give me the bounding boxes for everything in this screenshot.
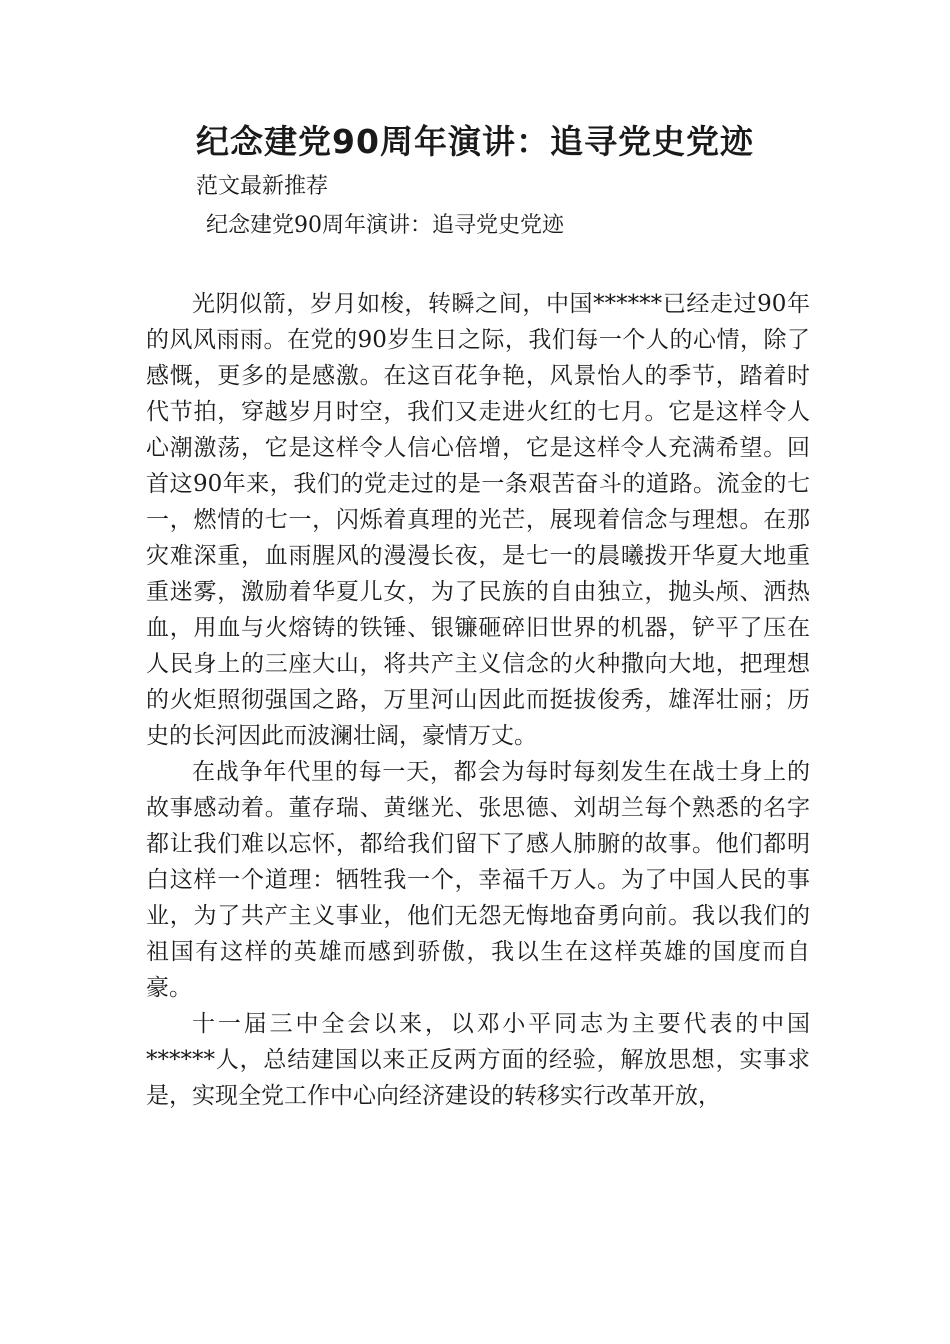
page-title: 纪念建党90周年演讲：追寻党史党迹 <box>196 122 754 161</box>
paragraph-2: 在战争年代里的每一天，都会为每时每刻发生在战士身上的故事感动着。董存瑞、黄继光、张思德、刘胡兰每个熟悉的名字都让我们难以忘怀，都给我们留下了感人肺腑的故事。他们都明白这样一个道理：牺牲我一个，幸福千万人。为了中国人民的事业，为了共产主义事业，他们无怨无悔地奋勇向前。我以我们的祖国有这样的英雄而感到骄傲，我以生在这样英雄的国度而自豪。 <box>146 759 810 1001</box>
document-label: 范文最新推荐 <box>196 174 329 199</box>
paragraph-1: 光阴似箭，岁月如梭，转瞬之间，中国******已经走过90年的风风雨雨。在党的90岁生日之际，我们每一个人的心情，除了感慨，更多的是感激。在这百花争艳，风景怡人的季节，踏着时代节拍，穿越岁月时空，我们又走进火红的七月。它是这样令人心潮激荡，它是这样令人信心倍增，它是这样令人充满希望。回首这90年来，我们的党走过的是一条艰苦奋斗的道路。流金的七一，燃情的七一，闪烁着真理的光芒，展现着信念与理想。在那灾难深重，血雨腥风的漫漫长夜，是七一的晨曦拨开华夏大地重重迷雾，激励着华夏儿女，为了民族的自由独立，抛头颅、洒热血，用血与火熔铸的铁锤、银镰砸碎旧世界的机器，铲平了压在人民身上的三座大山，将共产主义信念的火种撒向大地，把理想的火炬照彻强国之路，万里河山因此而挺拔俊秀，雄浑壮丽；历史的长河因此而波澜壮阔，豪情万丈。 <box>146 291 810 749</box>
document-subtitle: 纪念建党90周年演讲：追寻党史党迹 <box>206 213 564 238</box>
document-body <box>146 286 810 1114</box>
paragraph-3: 十一届三中全会以来，以邓小平同志为主要代表的中国******人，总结建国以来正反两方面的经验，解放思想，实事求是，实现全党工作中心向经济建设的转移实行改革开放， <box>146 1011 810 1109</box>
